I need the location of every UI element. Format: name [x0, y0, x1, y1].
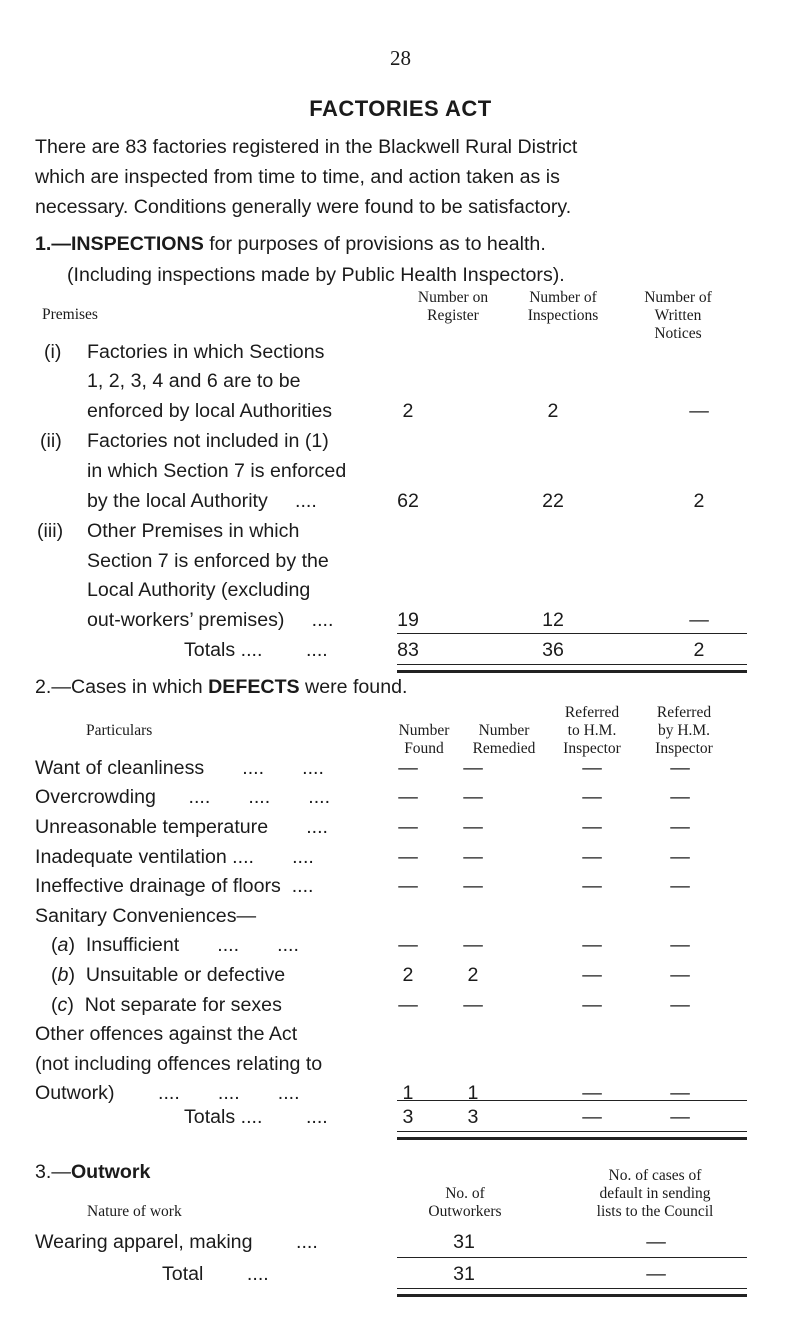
s3-total-cell: — [646, 1263, 666, 1285]
page-number: 28 [390, 46, 411, 70]
s3-cell: — [646, 1231, 666, 1253]
s2-row-label: (not including offences relating to [35, 1053, 323, 1075]
s2-cell: 1 [467, 1082, 479, 1104]
s2-totals-label: Totals .... .... [184, 1106, 328, 1128]
s1-total-cell: 36 [542, 639, 564, 661]
s2-row-label: (c) Not separate for sexes [51, 994, 282, 1016]
s2-cell: — [670, 994, 690, 1016]
s1-total-cell: 2 [693, 639, 705, 661]
s1-cell: 19 [397, 609, 419, 631]
s2-cell: — [670, 875, 690, 897]
s1-row-line: Factories in which Sections [87, 341, 325, 363]
s2-cell: — [582, 994, 602, 1016]
s2-col-referred-to: Referred to H.M. Inspector [563, 704, 621, 757]
s2-cell: — [582, 757, 602, 779]
s3-cell: 31 [453, 1231, 475, 1253]
section-1-number: 1.— [35, 233, 71, 255]
s1-cell: — [689, 609, 709, 631]
s2-total-cell: — [670, 1106, 690, 1128]
s2-cell: — [463, 994, 483, 1016]
s2-cell: — [398, 875, 418, 897]
s1-row-line: enforced by local Authorities [87, 400, 333, 422]
s1-cell: 2 [402, 400, 414, 422]
section-2-number: 2.— [35, 676, 71, 698]
s2-cell: — [398, 994, 418, 1016]
s2-cell: — [463, 934, 483, 956]
s2-cell: — [582, 964, 602, 986]
s1-col-register: Number on Register [417, 289, 489, 324]
section-1-subheading: (Including inspections made by Public Health Inspectors). [67, 264, 565, 286]
s3-double-rule [397, 1288, 747, 1297]
s2-row-label: Other offences against the Act [35, 1023, 298, 1045]
section-2-pre: Cases in which [70, 676, 209, 698]
s1-double-rule [397, 664, 747, 673]
s1-row-line: 1, 2, 3, 4 and 6 are to be [87, 370, 301, 392]
s2-col-particulars: Particulars [86, 722, 153, 739]
s1-row-index: (ii) [40, 430, 62, 452]
section-3-heading [35, 1161, 150, 1184]
s2-total-cell: 3 [467, 1106, 479, 1128]
s1-cell: 12 [542, 609, 564, 631]
s1-col-notices: Number of Written Notices [644, 289, 712, 342]
section-1-rest: for purposes of provisions as to health. [203, 233, 546, 255]
s2-row-label: Unreasonable temperature .... [35, 816, 328, 838]
s1-cell: 62 [397, 490, 419, 512]
s2-row-label: Inadequate ventilation .... .... [35, 846, 314, 868]
s2-row-label: Want of cleanliness .... .... [35, 757, 324, 779]
s1-row-line: Factories not included in (1) [87, 430, 329, 452]
s2-cell: — [670, 846, 690, 868]
s2-cell: — [398, 934, 418, 956]
s1-cell: 2 [547, 400, 559, 422]
s3-col-nature: Nature of work [87, 1203, 182, 1220]
s2-col-referred-by: Referred by H.M. Inspector [655, 704, 713, 757]
s2-cell: — [582, 786, 602, 808]
section-3-bold: Outwork [70, 1161, 151, 1183]
s2-cell: — [670, 934, 690, 956]
s2-cell: 2 [402, 964, 414, 986]
s1-cell: 22 [542, 490, 564, 512]
s2-cell: 2 [467, 964, 479, 986]
s2-cell: — [463, 757, 483, 779]
s2-row-label: (a) Insufficient .... .... [51, 934, 299, 956]
s2-total-cell: 3 [402, 1106, 414, 1128]
page-title: FACTORIES ACT [309, 96, 492, 121]
s3-total-label: Total .... [162, 1263, 269, 1285]
s2-cell: — [582, 875, 602, 897]
s2-col-remedied: Number Remedied [472, 722, 536, 757]
s2-cell: 1 [402, 1082, 414, 1104]
s2-double-rule [397, 1131, 747, 1140]
s2-cell: — [582, 1082, 602, 1104]
s1-row-index: (iii) [37, 520, 64, 542]
s2-cell: — [670, 816, 690, 838]
s2-cell: — [398, 786, 418, 808]
section-2-heading [35, 676, 407, 699]
s3-row-label: Wearing apparel, making .... [35, 1231, 318, 1253]
intro-line: necessary. Conditions generally were found to be satisfactory. [35, 196, 572, 218]
s1-col-inspections: Number of Inspections [527, 289, 599, 324]
s1-cell: 2 [693, 490, 705, 512]
s1-total-cell: 83 [397, 639, 419, 661]
s2-col-found: Number Found [398, 722, 450, 757]
section-2-bold: DEFECTS [208, 676, 300, 698]
s2-row-label: Outwork) .... .... .... [35, 1082, 300, 1104]
s1-row-line: out-workers’ premises) .... [87, 609, 334, 631]
s2-total-cell: — [582, 1106, 602, 1128]
s2-row-label: (b) Unsuitable or defective [51, 964, 286, 986]
s1-row-line: Local Authority (excluding [87, 579, 311, 601]
s1-row-line: in which Section 7 is enforced [87, 460, 347, 482]
intro-line: which are inspected from time to time, and action taken as is [35, 166, 560, 188]
s1-col-premises: Premises [42, 306, 98, 323]
s1-row-index: (i) [44, 341, 62, 363]
section-1-bold: INSPECTIONS [70, 233, 204, 255]
s2-cell: — [582, 846, 602, 868]
s2-totals-rule [397, 1100, 747, 1101]
s1-totals-label: Totals .... .... [184, 639, 328, 661]
s2-cell: — [398, 846, 418, 868]
section-3-number: 3.— [35, 1161, 71, 1183]
s1-cell: — [689, 400, 709, 422]
s1-row-line: by the local Authority .... [87, 490, 317, 512]
s1-row-line: Other Premises in which [87, 520, 300, 542]
s2-cell: — [463, 875, 483, 897]
s2-cell: — [398, 757, 418, 779]
s3-total-cell: 31 [453, 1263, 475, 1285]
s2-row-label: Ineffective drainage of floors .... [35, 875, 314, 897]
s2-cell: — [582, 816, 602, 838]
s1-totals-rule [397, 633, 747, 634]
section-2-post: were found. [299, 676, 408, 698]
s2-cell: — [463, 846, 483, 868]
s3-total-rule [397, 1257, 747, 1258]
s3-col-default: No. of cases of default in sending lists to the Council [596, 1167, 714, 1220]
s2-cell: — [670, 757, 690, 779]
section-1-heading [35, 233, 546, 256]
s2-row-label: Sanitary Conveniences— [35, 905, 257, 927]
s3-col-outworkers: No. of Outworkers [428, 1185, 502, 1220]
s2-cell: — [463, 816, 483, 838]
s2-cell: — [670, 786, 690, 808]
s2-cell: — [463, 786, 483, 808]
s2-cell: — [670, 1082, 690, 1104]
s2-row-label: Overcrowding .... .... .... [35, 786, 331, 808]
s2-cell: — [670, 964, 690, 986]
s2-cell: — [398, 816, 418, 838]
intro-line: There are 83 factories registered in the Blackwell Rural District [35, 136, 578, 158]
s1-row-line: Section 7 is enforced by the [87, 550, 329, 572]
s2-cell: — [582, 934, 602, 956]
